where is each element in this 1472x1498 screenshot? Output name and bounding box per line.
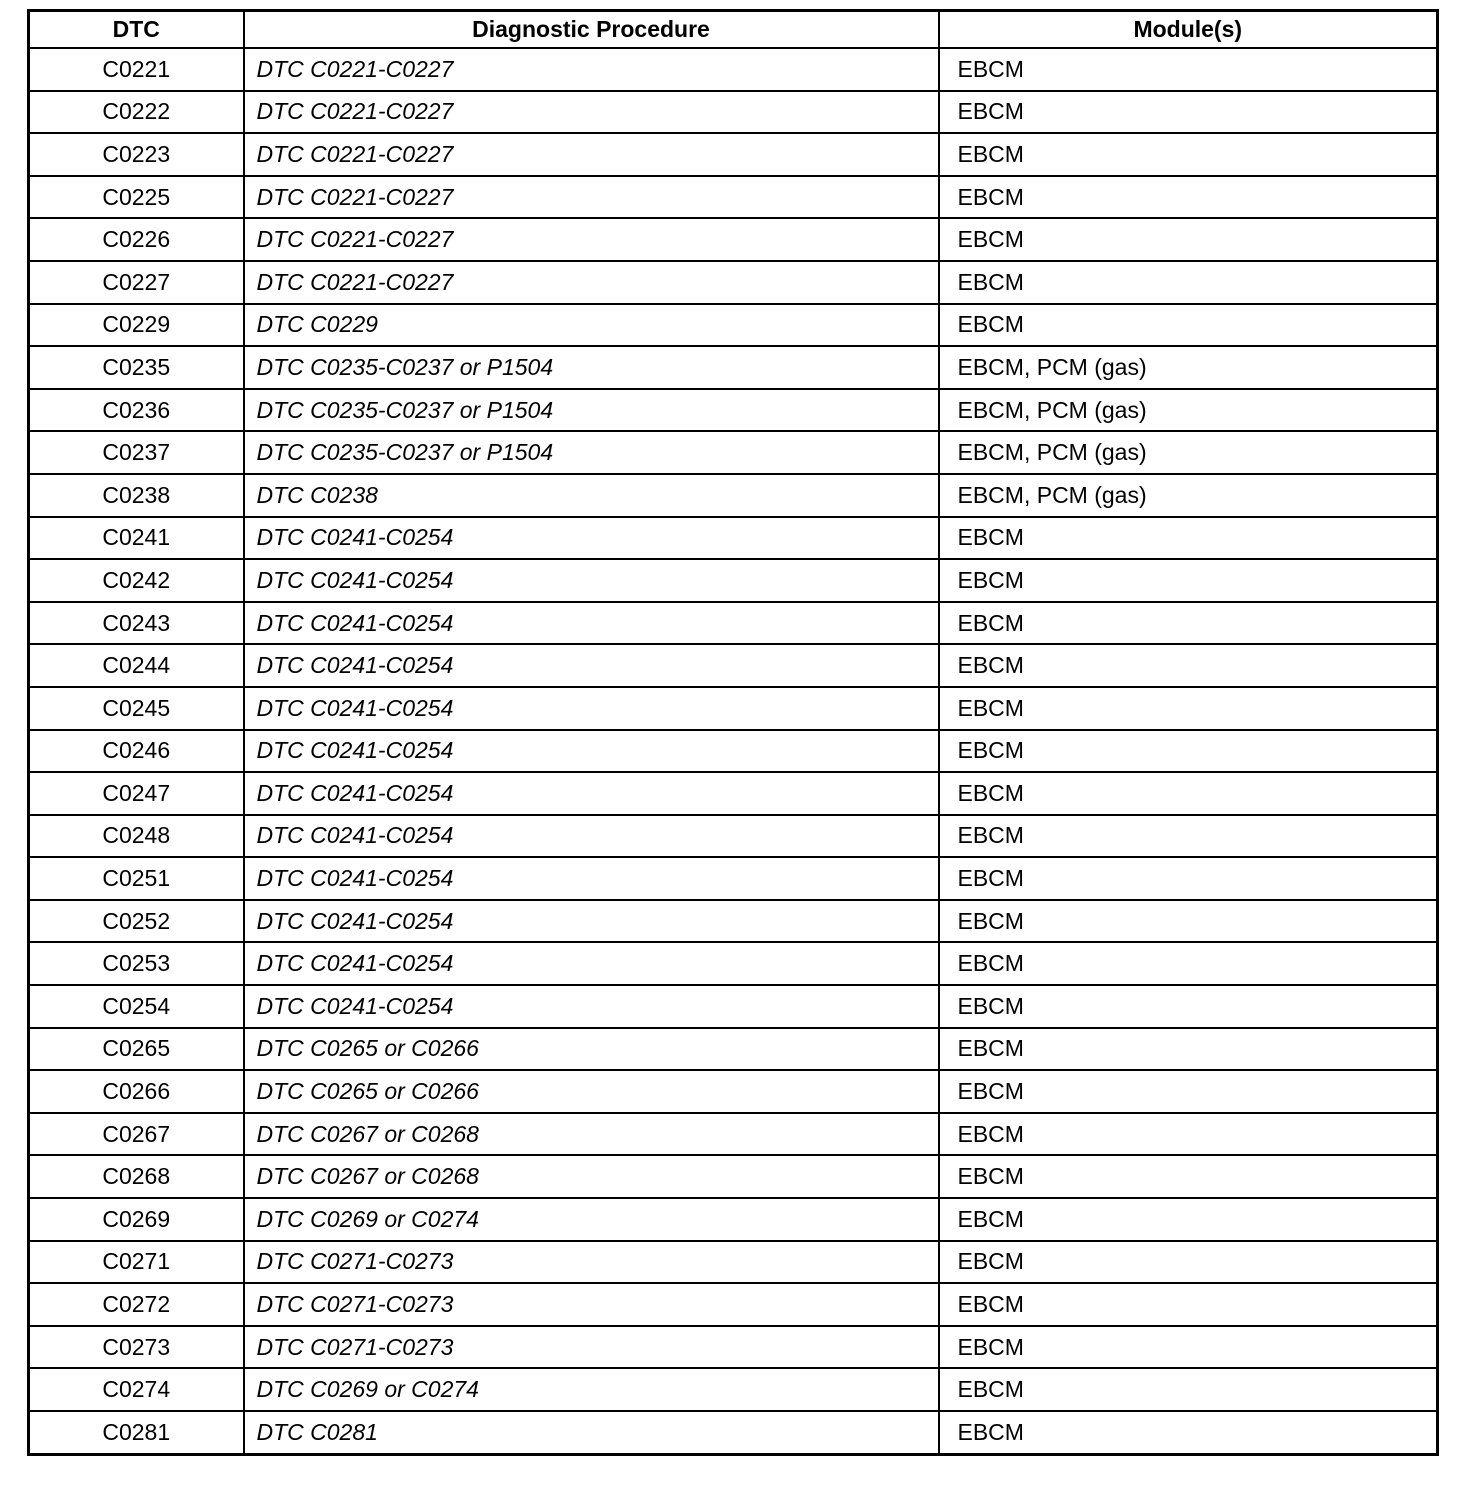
diagnostic-procedure-cell: DTC C0241-C0254 bbox=[244, 687, 939, 730]
header-diagnostic-procedure: Diagnostic Procedure bbox=[244, 11, 939, 49]
table-row bbox=[29, 815, 1438, 858]
diagnostic-procedure-cell: DTC C0281 bbox=[244, 1411, 939, 1454]
dtc-code-cell: C0223 bbox=[29, 133, 244, 176]
modules-cell: EBCM bbox=[939, 176, 1438, 219]
header-dtc: DTC bbox=[29, 11, 244, 49]
dtc-code-cell: C0241 bbox=[29, 517, 244, 560]
table-row bbox=[29, 1283, 1438, 1326]
table-row bbox=[29, 900, 1438, 943]
dtc-code-cell: C0238 bbox=[29, 474, 244, 517]
table-row bbox=[29, 48, 1438, 91]
dtc-code-cell: C0251 bbox=[29, 857, 244, 900]
table-header bbox=[29, 11, 1438, 49]
table-row bbox=[29, 559, 1438, 602]
table-row bbox=[29, 517, 1438, 560]
table-row bbox=[29, 1198, 1438, 1241]
header-row bbox=[29, 11, 1438, 49]
modules-cell: EBCM bbox=[939, 304, 1438, 347]
diagnostic-procedure-cell: DTC C0221-C0227 bbox=[244, 91, 939, 134]
modules-cell: EBCM bbox=[939, 1113, 1438, 1156]
modules-cell: EBCM bbox=[939, 1241, 1438, 1284]
table-row bbox=[29, 261, 1438, 304]
table-row bbox=[29, 304, 1438, 347]
diagnostic-procedure-cell: DTC C0267 or C0268 bbox=[244, 1155, 939, 1198]
table-row bbox=[29, 1155, 1438, 1198]
modules-cell: EBCM, PCM (gas) bbox=[939, 389, 1438, 432]
table-row bbox=[29, 431, 1438, 474]
diagnostic-procedure-cell: DTC C0271-C0273 bbox=[244, 1241, 939, 1284]
table-row bbox=[29, 346, 1438, 389]
diagnostic-procedure-cell: DTC C0241-C0254 bbox=[244, 815, 939, 858]
modules-cell: EBCM bbox=[939, 261, 1438, 304]
modules-cell: EBCM bbox=[939, 815, 1438, 858]
diagnostic-procedure-cell: DTC C0238 bbox=[244, 474, 939, 517]
modules-cell: EBCM bbox=[939, 517, 1438, 560]
dtc-code-cell: C0273 bbox=[29, 1326, 244, 1369]
diagnostic-procedure-cell: DTC C0241-C0254 bbox=[244, 857, 939, 900]
modules-cell: EBCM bbox=[939, 1198, 1438, 1241]
dtc-code-cell: C0254 bbox=[29, 985, 244, 1028]
table-row bbox=[29, 176, 1438, 219]
modules-cell: EBCM bbox=[939, 857, 1438, 900]
dtc-code-cell: C0236 bbox=[29, 389, 244, 432]
diagnostic-procedure-cell: DTC C0241-C0254 bbox=[244, 602, 939, 645]
diagnostic-procedure-cell: DTC C0241-C0254 bbox=[244, 985, 939, 1028]
dtc-code-cell: C0229 bbox=[29, 304, 244, 347]
diagnostic-procedure-cell: DTC C0265 or C0266 bbox=[244, 1028, 939, 1071]
diagnostic-procedure-cell: DTC C0241-C0254 bbox=[244, 942, 939, 985]
table-row bbox=[29, 772, 1438, 815]
dtc-code-cell: C0269 bbox=[29, 1198, 244, 1241]
dtc-code-cell: C0221 bbox=[29, 48, 244, 91]
diagnostic-procedure-cell: DTC C0271-C0273 bbox=[244, 1326, 939, 1369]
modules-cell: EBCM bbox=[939, 91, 1438, 134]
table-row bbox=[29, 1241, 1438, 1284]
modules-cell: EBCM bbox=[939, 942, 1438, 985]
table-row bbox=[29, 1368, 1438, 1411]
modules-cell: EBCM bbox=[939, 1070, 1438, 1113]
table-row bbox=[29, 218, 1438, 261]
diagnostic-procedure-cell: DTC C0241-C0254 bbox=[244, 900, 939, 943]
diagnostic-procedure-cell: DTC C0221-C0227 bbox=[244, 218, 939, 261]
diagnostic-procedure-cell: DTC C0265 or C0266 bbox=[244, 1070, 939, 1113]
table-row bbox=[29, 942, 1438, 985]
dtc-code-cell: C0225 bbox=[29, 176, 244, 219]
modules-cell: EBCM bbox=[939, 985, 1438, 1028]
diagnostic-procedure-cell: DTC C0221-C0227 bbox=[244, 176, 939, 219]
dtc-code-cell: C0248 bbox=[29, 815, 244, 858]
diagnostic-procedure-cell: DTC C0221-C0227 bbox=[244, 133, 939, 176]
modules-cell: EBCM bbox=[939, 900, 1438, 943]
modules-cell: EBCM bbox=[939, 602, 1438, 645]
dtc-code-cell: C0222 bbox=[29, 91, 244, 134]
table-row bbox=[29, 1070, 1438, 1113]
dtc-code-cell: C0267 bbox=[29, 1113, 244, 1156]
diagnostic-procedure-cell: DTC C0221-C0227 bbox=[244, 48, 939, 91]
modules-cell: EBCM bbox=[939, 772, 1438, 815]
table-row bbox=[29, 602, 1438, 645]
dtc-code-cell: C0266 bbox=[29, 1070, 244, 1113]
diagnostic-procedure-cell: DTC C0241-C0254 bbox=[244, 772, 939, 815]
modules-cell: EBCM bbox=[939, 1368, 1438, 1411]
table-row bbox=[29, 985, 1438, 1028]
table-body bbox=[29, 48, 1438, 1454]
modules-cell: EBCM bbox=[939, 1411, 1438, 1454]
dtc-code-cell: C0245 bbox=[29, 687, 244, 730]
diagnostic-procedure-cell: DTC C0267 or C0268 bbox=[244, 1113, 939, 1156]
dtc-code-cell: C0243 bbox=[29, 602, 244, 645]
dtc-code-cell: C0274 bbox=[29, 1368, 244, 1411]
header-modules: Module(s) bbox=[939, 11, 1438, 49]
table-row bbox=[29, 1028, 1438, 1071]
dtc-table bbox=[27, 9, 1439, 1456]
diagnostic-procedure-cell: DTC C0235-C0237 or P1504 bbox=[244, 346, 939, 389]
dtc-code-cell: C0247 bbox=[29, 772, 244, 815]
dtc-code-cell: C0226 bbox=[29, 218, 244, 261]
dtc-code-cell: C0227 bbox=[29, 261, 244, 304]
modules-cell: EBCM bbox=[939, 644, 1438, 687]
modules-cell: EBCM bbox=[939, 559, 1438, 602]
table-row bbox=[29, 857, 1438, 900]
table-row bbox=[29, 133, 1438, 176]
modules-cell: EBCM bbox=[939, 730, 1438, 773]
modules-cell: EBCM, PCM (gas) bbox=[939, 431, 1438, 474]
modules-cell: EBCM bbox=[939, 687, 1438, 730]
table-row bbox=[29, 730, 1438, 773]
dtc-code-cell: C0265 bbox=[29, 1028, 244, 1071]
dtc-code-cell: C0253 bbox=[29, 942, 244, 985]
dtc-code-cell: C0252 bbox=[29, 900, 244, 943]
table-row bbox=[29, 474, 1438, 517]
diagnostic-procedure-cell: DTC C0241-C0254 bbox=[244, 644, 939, 687]
table-row bbox=[29, 687, 1438, 730]
diagnostic-procedure-cell: DTC C0241-C0254 bbox=[244, 559, 939, 602]
modules-cell: EBCM bbox=[939, 1028, 1438, 1071]
dtc-code-cell: C0272 bbox=[29, 1283, 244, 1326]
table-row bbox=[29, 1411, 1438, 1454]
diagnostic-procedure-cell: DTC C0221-C0227 bbox=[244, 261, 939, 304]
dtc-code-cell: C0242 bbox=[29, 559, 244, 602]
diagnostic-procedure-cell: DTC C0235-C0237 or P1504 bbox=[244, 389, 939, 432]
dtc-code-cell: C0235 bbox=[29, 346, 244, 389]
modules-cell: EBCM bbox=[939, 1326, 1438, 1369]
modules-cell: EBCM bbox=[939, 218, 1438, 261]
table-row bbox=[29, 1113, 1438, 1156]
table-row bbox=[29, 1326, 1438, 1369]
modules-cell: EBCM bbox=[939, 133, 1438, 176]
modules-cell: EBCM, PCM (gas) bbox=[939, 346, 1438, 389]
diagnostic-procedure-cell: DTC C0241-C0254 bbox=[244, 730, 939, 773]
diagnostic-procedure-cell: DTC C0269 or C0274 bbox=[244, 1368, 939, 1411]
dtc-code-cell: C0246 bbox=[29, 730, 244, 773]
table-row bbox=[29, 644, 1438, 687]
diagnostic-procedure-cell: DTC C0235-C0237 or P1504 bbox=[244, 431, 939, 474]
dtc-code-cell: C0237 bbox=[29, 431, 244, 474]
modules-cell: EBCM bbox=[939, 48, 1438, 91]
diagnostic-procedure-cell: DTC C0241-C0254 bbox=[244, 517, 939, 560]
table-row bbox=[29, 389, 1438, 432]
modules-cell: EBCM bbox=[939, 1283, 1438, 1326]
table-row bbox=[29, 91, 1438, 134]
diagnostic-procedure-cell: DTC C0269 or C0274 bbox=[244, 1198, 939, 1241]
modules-cell: EBCM, PCM (gas) bbox=[939, 474, 1438, 517]
diagnostic-procedure-cell: DTC C0229 bbox=[244, 304, 939, 347]
modules-cell: EBCM bbox=[939, 1155, 1438, 1198]
dtc-code-cell: C0271 bbox=[29, 1241, 244, 1284]
diagnostic-procedure-cell: DTC C0271-C0273 bbox=[244, 1283, 939, 1326]
dtc-code-cell: C0281 bbox=[29, 1411, 244, 1454]
dtc-code-cell: C0268 bbox=[29, 1155, 244, 1198]
dtc-code-cell: C0244 bbox=[29, 644, 244, 687]
